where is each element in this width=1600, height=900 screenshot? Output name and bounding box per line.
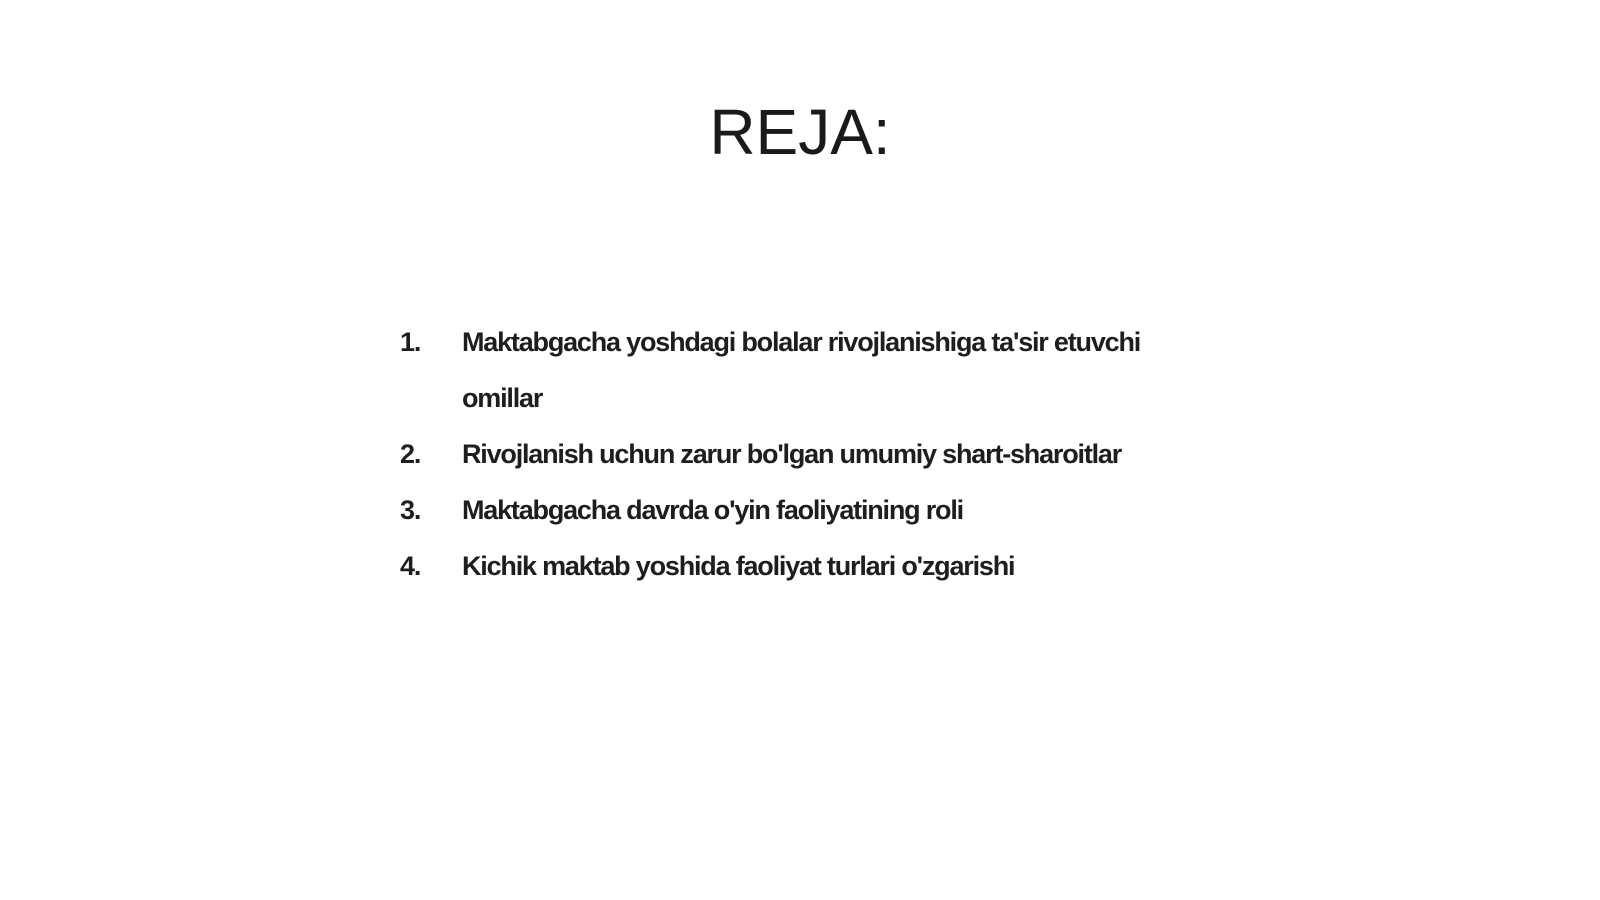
list-item-text: Rivojlanish uchun zarur bo'lgan umumiy shart-sharoitlar <box>462 439 1122 469</box>
list-item-text: Kichik maktab yoshida faoliyat turlari o'zgarishi <box>462 551 1015 581</box>
plan-list <box>400 314 1200 594</box>
list-item <box>400 482 1200 538</box>
list-item <box>400 538 1200 594</box>
list-item-number: 4. <box>400 551 421 581</box>
list-item-text: Maktabgacha yoshdagi bolalar rivojlanishiga ta'sir etuvchi omillar <box>462 327 1141 413</box>
list-item <box>400 426 1200 482</box>
list-item-number: 1. <box>400 327 421 357</box>
list-item <box>400 314 1200 426</box>
slide-title: REJA: <box>709 96 891 168</box>
list-item-text: Maktabgacha davrda o'yin faoliyatining roli <box>462 495 963 525</box>
list-item-number: 2. <box>400 439 421 469</box>
list-item-number: 3. <box>400 495 421 525</box>
